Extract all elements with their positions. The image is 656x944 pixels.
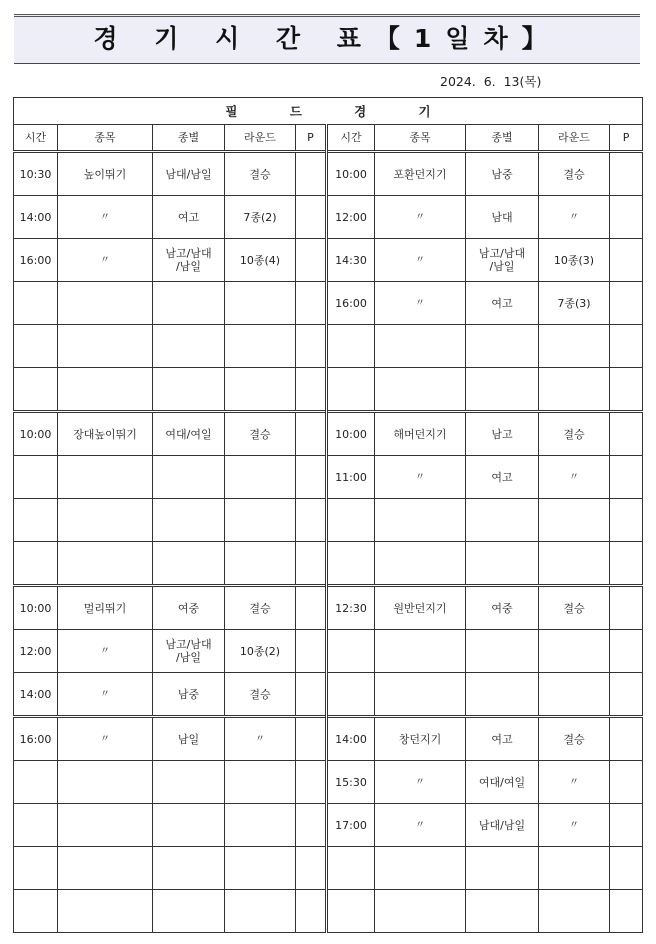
- cell-event-left: 〃: [58, 630, 153, 673]
- cell-time-left: [14, 282, 58, 325]
- cell-time-right: 11:00: [327, 456, 375, 499]
- cell-p-left: [296, 368, 327, 412]
- cell-time-left: [14, 368, 58, 412]
- cell-time-right: [327, 542, 375, 586]
- cell-event-left: [58, 847, 153, 890]
- cell-p-left: [296, 761, 327, 804]
- cell-p-right: [610, 282, 643, 325]
- cell-round-left: [225, 499, 296, 542]
- cell-round-right: [539, 673, 610, 717]
- cell-p-left: [296, 412, 327, 456]
- cell-time-left: 14:00: [14, 673, 58, 717]
- cell-round-left: 결승: [225, 586, 296, 630]
- cell-round-right: [539, 847, 610, 890]
- cell-time-right: [327, 847, 375, 890]
- cell-event-right: [375, 325, 466, 368]
- cell-division-left: [153, 890, 225, 933]
- cell-event-left: [58, 282, 153, 325]
- cell-round-right: 결승: [539, 412, 610, 456]
- cell-division-left: [153, 761, 225, 804]
- cell-time-right: [327, 890, 375, 933]
- schedule-row: [14, 282, 643, 325]
- schedule-row: [14, 717, 643, 761]
- cell-event-right: 해머던지기: [375, 412, 466, 456]
- cell-event-left: [58, 542, 153, 586]
- cell-round-right: [539, 368, 610, 412]
- cell-time-left: 10:30: [14, 152, 58, 196]
- cell-event-left: 〃: [58, 673, 153, 717]
- schedule-row: [14, 196, 643, 239]
- cell-event-left: [58, 890, 153, 933]
- cell-division-left: 여대/여일: [153, 412, 225, 456]
- cell-division-right: [466, 673, 539, 717]
- cell-time-right: [327, 499, 375, 542]
- schedule-date: 2024. 6. 13(목): [440, 74, 542, 89]
- cell-p-right: [610, 196, 643, 239]
- schedule-row: [14, 368, 643, 412]
- cell-time-right: 12:00: [327, 196, 375, 239]
- cell-p-right: [610, 542, 643, 586]
- cell-p-right: [610, 673, 643, 717]
- cell-round-right: 〃: [539, 804, 610, 847]
- cell-p-right: [610, 586, 643, 630]
- cell-round-right: 〃: [539, 761, 610, 804]
- cell-round-left: 〃: [225, 717, 296, 761]
- cell-time-right: 12:30: [327, 586, 375, 630]
- cell-time-left: [14, 847, 58, 890]
- cell-division-right: [466, 847, 539, 890]
- cell-round-left: [225, 282, 296, 325]
- column-header-p-left: P: [296, 125, 327, 152]
- schedule-row: [14, 586, 643, 630]
- cell-time-right: 17:00: [327, 804, 375, 847]
- cell-p-right: [610, 717, 643, 761]
- cell-p-right: [610, 890, 643, 933]
- schedule-table: [13, 97, 643, 933]
- cell-p-left: [296, 586, 327, 630]
- cell-time-left: 16:00: [14, 717, 58, 761]
- cell-time-left: 12:00: [14, 630, 58, 673]
- schedule-row: [14, 412, 643, 456]
- cell-division-left: [153, 499, 225, 542]
- cell-round-left: [225, 368, 296, 412]
- cell-p-right: [610, 456, 643, 499]
- cell-round-right: 결승: [539, 717, 610, 761]
- cell-event-right: [375, 890, 466, 933]
- cell-time-right: [327, 630, 375, 673]
- cell-p-right: [610, 847, 643, 890]
- cell-event-right: 원반던지기: [375, 586, 466, 630]
- cell-p-right: [610, 630, 643, 673]
- cell-event-right: 〃: [375, 196, 466, 239]
- schedule-row: [14, 239, 643, 282]
- cell-event-right: [375, 673, 466, 717]
- cell-round-right: [539, 325, 610, 368]
- cell-division-right: [466, 368, 539, 412]
- cell-round-left: [225, 804, 296, 847]
- cell-division-right: [466, 890, 539, 933]
- schedule-row: [14, 325, 643, 368]
- cell-event-left: 〃: [58, 196, 153, 239]
- cell-event-right: 〃: [375, 282, 466, 325]
- cell-division-left: [153, 542, 225, 586]
- title-band: [14, 14, 640, 64]
- cell-division-right: [466, 325, 539, 368]
- schedule-row: [14, 456, 643, 499]
- cell-time-right: 16:00: [327, 282, 375, 325]
- cell-division-left: 여고: [153, 196, 225, 239]
- cell-p-right: [610, 368, 643, 412]
- cell-round-left: [225, 890, 296, 933]
- cell-event-right: 〃: [375, 761, 466, 804]
- cell-event-left: [58, 456, 153, 499]
- section-title-char: 필: [225, 103, 238, 119]
- cell-division-left: 남일: [153, 717, 225, 761]
- cell-round-left: [225, 542, 296, 586]
- cell-round-left: [225, 761, 296, 804]
- cell-time-right: 15:30: [327, 761, 375, 804]
- cell-event-left: 높이뛰기: [58, 152, 153, 196]
- cell-event-right: [375, 847, 466, 890]
- cell-p-left: [296, 239, 327, 282]
- cell-p-right: [610, 499, 643, 542]
- cell-division-right: 남대: [466, 196, 539, 239]
- cell-round-right: 〃: [539, 196, 610, 239]
- section-title: [14, 98, 643, 125]
- cell-p-left: [296, 847, 327, 890]
- cell-round-left: 10종(2): [225, 630, 296, 673]
- page-title: 경 기 시 간 표【1일차】: [93, 24, 561, 53]
- cell-time-left: 10:00: [14, 586, 58, 630]
- cell-division-left: 여중: [153, 586, 225, 630]
- cell-round-right: [539, 542, 610, 586]
- cell-event-left: 〃: [58, 717, 153, 761]
- schedule-row: [14, 847, 643, 890]
- cell-time-left: [14, 890, 58, 933]
- cell-event-right: [375, 630, 466, 673]
- cell-event-right: [375, 542, 466, 586]
- column-header-event-right: 종목: [375, 125, 466, 152]
- cell-time-left: [14, 456, 58, 499]
- cell-p-left: [296, 542, 327, 586]
- cell-time-left: 10:00: [14, 412, 58, 456]
- cell-division-right: 남고: [466, 412, 539, 456]
- cell-event-left: [58, 804, 153, 847]
- cell-p-right: [610, 804, 643, 847]
- cell-p-left: [296, 456, 327, 499]
- cell-round-right: 결승: [539, 152, 610, 196]
- schedule-row: [14, 152, 643, 196]
- cell-time-right: 10:00: [327, 152, 375, 196]
- schedule-row: [14, 761, 643, 804]
- cell-division-left: [153, 325, 225, 368]
- cell-round-right: 결승: [539, 586, 610, 630]
- cell-time-right: 14:30: [327, 239, 375, 282]
- cell-division-right: 남고/남대 /남일: [466, 239, 539, 282]
- cell-event-left: 〃: [58, 239, 153, 282]
- cell-division-right: 여대/여일: [466, 761, 539, 804]
- cell-p-right: [610, 152, 643, 196]
- cell-division-right: [466, 499, 539, 542]
- cell-event-right: 〃: [375, 804, 466, 847]
- cell-event-right: 포환던지기: [375, 152, 466, 196]
- schedule-row: [14, 499, 643, 542]
- column-header-p-right: P: [610, 125, 643, 152]
- cell-event-left: 멀리뛰기: [58, 586, 153, 630]
- cell-round-left: 7종(2): [225, 196, 296, 239]
- cell-division-left: 남중: [153, 673, 225, 717]
- schedule-row: [14, 630, 643, 673]
- column-header-time-right: 시간: [327, 125, 375, 152]
- schedule-row: [14, 542, 643, 586]
- cell-event-left: [58, 761, 153, 804]
- cell-division-left: 남대/남일: [153, 152, 225, 196]
- schedule-row: [14, 804, 643, 847]
- cell-p-left: [296, 890, 327, 933]
- column-header-time-left: 시간: [14, 125, 58, 152]
- cell-time-left: 16:00: [14, 239, 58, 282]
- cell-division-right: 남대/남일: [466, 804, 539, 847]
- cell-round-left: [225, 456, 296, 499]
- cell-p-right: [610, 761, 643, 804]
- cell-p-left: [296, 196, 327, 239]
- cell-division-left: [153, 804, 225, 847]
- cell-p-left: [296, 804, 327, 847]
- cell-time-left: [14, 542, 58, 586]
- cell-division-right: [466, 542, 539, 586]
- cell-p-left: [296, 325, 327, 368]
- cell-p-right: [610, 239, 643, 282]
- cell-round-right: 7종(3): [539, 282, 610, 325]
- cell-round-right: 10종(3): [539, 239, 610, 282]
- cell-time-right: [327, 673, 375, 717]
- cell-event-left: [58, 325, 153, 368]
- cell-event-left: [58, 368, 153, 412]
- cell-round-right: [539, 499, 610, 542]
- cell-division-left: [153, 368, 225, 412]
- cell-event-right: 〃: [375, 456, 466, 499]
- cell-division-right: [466, 630, 539, 673]
- cell-p-left: [296, 717, 327, 761]
- cell-p-left: [296, 282, 327, 325]
- cell-event-right: 창던지기: [375, 717, 466, 761]
- column-header-round-right: 라운드: [539, 125, 610, 152]
- cell-time-left: [14, 761, 58, 804]
- cell-p-right: [610, 412, 643, 456]
- cell-division-right: 여고: [466, 717, 539, 761]
- cell-round-left: [225, 847, 296, 890]
- cell-p-left: [296, 152, 327, 196]
- cell-time-left: 14:00: [14, 196, 58, 239]
- cell-time-left: [14, 325, 58, 368]
- cell-event-right: 〃: [375, 239, 466, 282]
- cell-round-right: 〃: [539, 456, 610, 499]
- cell-time-right: 14:00: [327, 717, 375, 761]
- column-header-round-left: 라운드: [225, 125, 296, 152]
- column-header-row: [14, 125, 643, 152]
- cell-event-left: [58, 499, 153, 542]
- section-title-char: 드: [289, 103, 302, 119]
- cell-time-right: [327, 368, 375, 412]
- cell-p-left: [296, 673, 327, 717]
- section-header-row: [14, 98, 643, 125]
- cell-time-left: [14, 804, 58, 847]
- cell-event-right: [375, 499, 466, 542]
- cell-round-left: 결승: [225, 152, 296, 196]
- cell-round-left: 10종(4): [225, 239, 296, 282]
- column-header-division-left: 종별: [153, 125, 225, 152]
- section-title-char: 기: [418, 103, 431, 119]
- cell-division-right: 여중: [466, 586, 539, 630]
- cell-event-right: [375, 368, 466, 412]
- column-header-division-right: 종별: [466, 125, 539, 152]
- cell-round-left: [225, 325, 296, 368]
- cell-division-left: [153, 282, 225, 325]
- cell-round-left: 결승: [225, 412, 296, 456]
- cell-time-right: [327, 325, 375, 368]
- cell-p-right: [610, 325, 643, 368]
- cell-round-left: 결승: [225, 673, 296, 717]
- cell-p-left: [296, 499, 327, 542]
- cell-time-right: 10:00: [327, 412, 375, 456]
- cell-division-left: 남고/남대 /남일: [153, 239, 225, 282]
- cell-event-left: 장대높이뛰기: [58, 412, 153, 456]
- cell-division-left: [153, 456, 225, 499]
- section-title-char: 경: [354, 103, 367, 119]
- cell-division-right: 여고: [466, 282, 539, 325]
- schedule-row: [14, 673, 643, 717]
- schedule-row: [14, 890, 643, 933]
- cell-round-right: [539, 630, 610, 673]
- cell-p-left: [296, 630, 327, 673]
- cell-division-right: 여고: [466, 456, 539, 499]
- cell-time-left: [14, 499, 58, 542]
- cell-round-right: [539, 890, 610, 933]
- cell-division-right: 남중: [466, 152, 539, 196]
- cell-division-left: [153, 847, 225, 890]
- cell-division-left: 남고/남대 /남일: [153, 630, 225, 673]
- column-header-event-left: 종목: [58, 125, 153, 152]
